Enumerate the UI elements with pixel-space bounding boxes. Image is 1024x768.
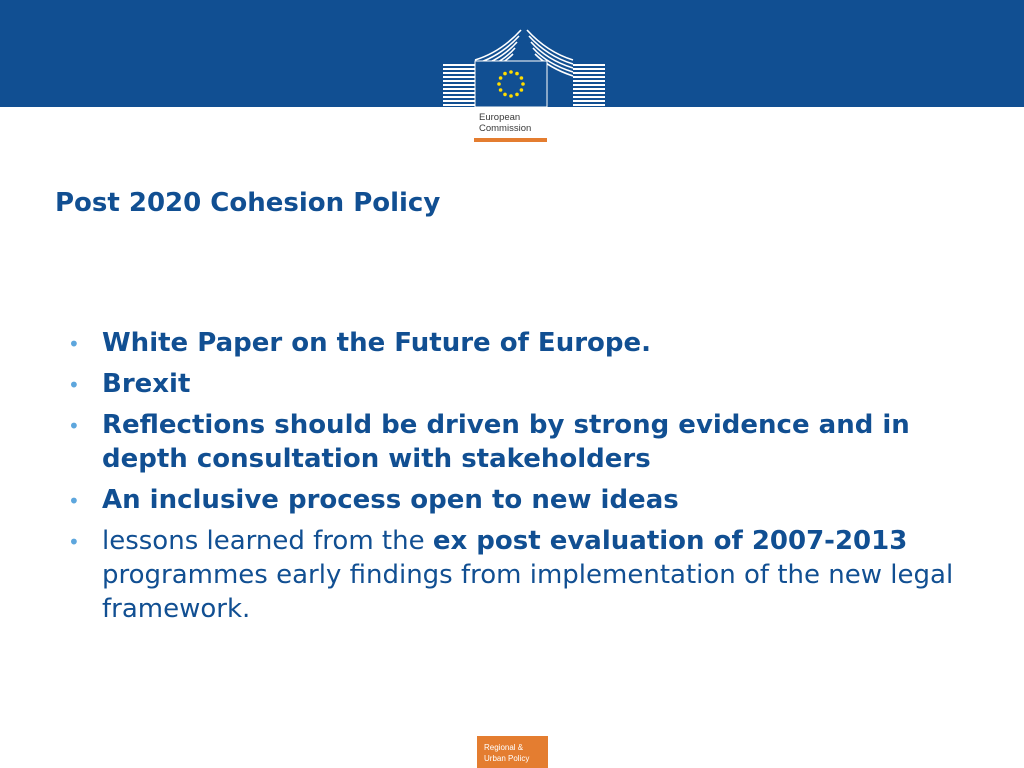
bullet-dot-icon: • <box>68 489 80 513</box>
bullet-dot-icon: • <box>68 414 80 438</box>
logo-line-2: Commission <box>479 123 532 134</box>
logo-text <box>479 112 531 134</box>
bullet-text: Reflections should be driven by strong evidence and in depth consultation with stakeholders <box>102 410 910 474</box>
logo-line-1: European <box>479 112 521 123</box>
bullet-item <box>60 408 960 476</box>
bullet-text-emphasis: ex post evaluation of 2007-2013 <box>432 526 908 556</box>
slide-title: Post 2020 Cohesion Policy <box>55 188 441 218</box>
bullet-list <box>60 326 960 633</box>
bullet-item <box>60 524 960 626</box>
bullet-item <box>60 483 960 517</box>
bullet-text: Brexit <box>102 369 191 399</box>
bullet-dot-icon: • <box>68 332 80 356</box>
bullet-text: White Paper on the Future of Europe. <box>102 328 652 358</box>
bullet-dot-icon: • <box>68 530 80 554</box>
bullet-text-part: lessons learned from the <box>102 526 433 556</box>
footer-badge-line-1: Regional & <box>484 743 524 752</box>
footer-badge-text <box>484 742 529 764</box>
bullet-text-part: programmes early findings from implementation of the new legal framework. <box>102 560 954 624</box>
bullet-item <box>60 326 960 360</box>
footer-badge-line-2: Urban Policy <box>484 754 530 763</box>
bullet-item <box>60 367 960 401</box>
bullet-dot-icon: • <box>68 373 80 397</box>
logo-accent-bar <box>474 138 547 142</box>
bullet-text: An inclusive process open to new ideas <box>102 485 679 515</box>
